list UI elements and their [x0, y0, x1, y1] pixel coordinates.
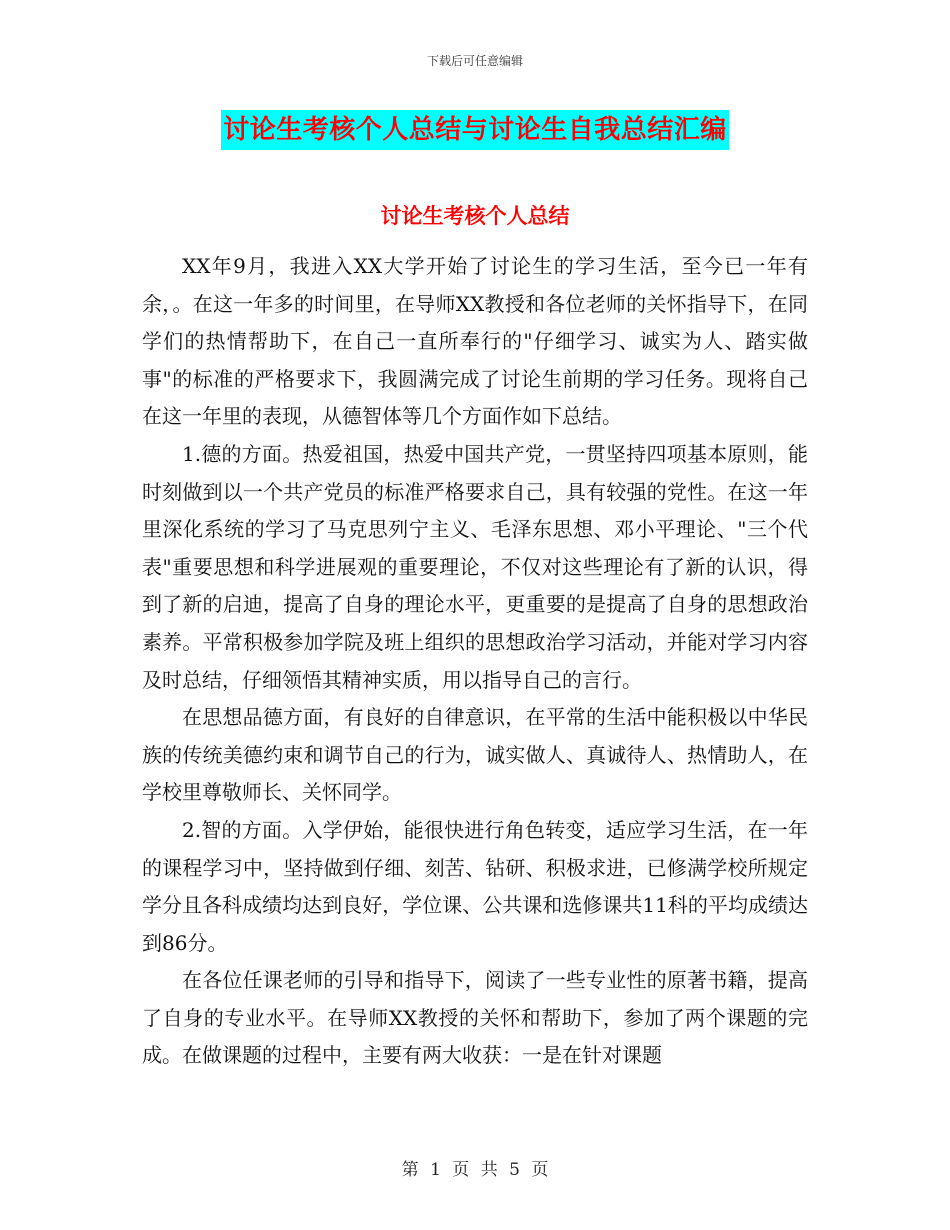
paragraph: XX年9月，我进入XX大学开始了讨论生的学习生活，至今已一年有余，。在这一年多的时间里，在导师XX教授和各位老师的关怀指导下，在同学们的热情帮助下，在自己一直所奉行的"仔细学习、诚实为人、踏实做事"的标准的严格要求下，我圆满完成了讨论生前期的学习任务。现将自己在这一年里的表现，从德智体等几个方面作如下总结。: [142, 254, 808, 429]
paragraph: 在思想品德方面，有良好的自律意识，在平常的生活中能积极以中华民族的传统美德约束和调节自己的行为，诚实做人、真诚待人、热情助人，在学校里尊敬师长、关怀同学。: [142, 705, 808, 805]
paragraph: 在各位任课老师的引导和指导下，阅读了一些专业性的原著书籍，提高了自身的专业水平。在导师XX教授的关怀和帮助下，参加了两个课题的完成。在做课题的过程中，主要有两大收获：一是在针对课题: [142, 968, 808, 1068]
document-title: [0, 110, 950, 150]
document-title-text: 讨论生考核个人总结与讨论生自我总结汇编: [221, 110, 729, 150]
section-title: 讨论生考核个人总结: [380, 204, 570, 228]
page-footer: 第 1 页 共 5 页: [401, 1160, 549, 1180]
document-body: [142, 248, 808, 1075]
header-note: 下载后可任意编辑: [426, 54, 523, 68]
paragraph: 2.智的方面。入学伊始，能很快进行角色转变，适应学习生活，在一年的课程学习中，坚持做到仔细、刻苦、钻研、积极求进，已修满学校所规定学分且各科成绩均达到良好，学位课、公共课和选修课共11科的平均成绩达到86分。: [142, 817, 808, 955]
paragraph: 1.德的方面。热爱祖国，热爱中国共产党，一贯坚持四项基本原则，能时刻做到以一个共产党员的标准严格要求自己，具有较强的党性。在这一年里深化系统的学习了马克思列宁主义、毛泽东思想、邓小平理论、"三个代表"重要思想和科学进展观的重要理论，不仅对这些理论有了新的认识，得到了新的启迪，提高了自身的理论水平，更重要的是提高了自身的思想政治素养。平常积极参加学院及班上组织的思想政治学习活动，并能对学习内容及时总结，仔细领悟其精神实质，用以指导自己的言行。: [142, 441, 808, 692]
